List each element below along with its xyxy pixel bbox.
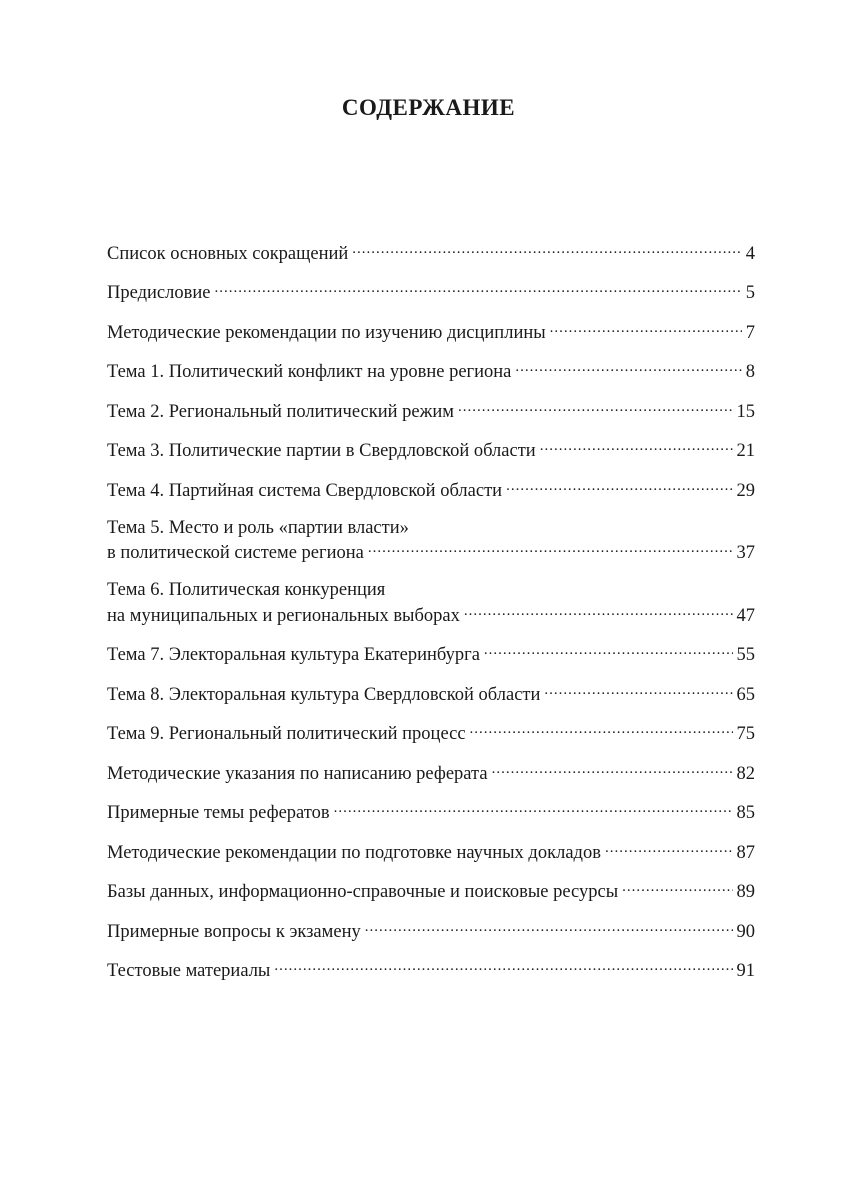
dot-leader (622, 879, 732, 898)
toc-entry-page: 90 (736, 921, 755, 942)
toc-entry-page: 15 (736, 401, 755, 422)
toc-entry-page: 82 (736, 763, 755, 784)
toc-entry-page: 87 (736, 842, 755, 863)
toc-entry-page: 75 (736, 724, 755, 744)
toc-entry-text: Предисловие (107, 283, 211, 303)
toc-entry-text: Примерные темы рефератов (107, 803, 330, 823)
table-of-contents (107, 240, 755, 997)
toc-entry-page: 91 (736, 961, 755, 981)
page-title: СОДЕРЖАНИЕ (341, 95, 516, 120)
toc-entry[interactable] (107, 517, 755, 566)
toc-entry-text: Тестовые материалы (107, 961, 271, 981)
toc-entry-page: 47 (736, 605, 755, 626)
dot-leader (365, 918, 733, 937)
toc-entry[interactable] (107, 958, 755, 984)
dot-leader (484, 642, 733, 661)
toc-entry-text: Базы данных, информационно-справочные и поисковые ресурсы (107, 882, 619, 902)
dot-leader (492, 760, 733, 779)
dot-leader (515, 359, 741, 378)
toc-entry-page: 7 (745, 322, 755, 343)
dot-leader (470, 721, 733, 740)
toc-entry-page: 29 (736, 480, 755, 501)
dot-leader (506, 477, 732, 496)
toc-entry[interactable] (107, 839, 755, 865)
dot-leader (334, 800, 733, 819)
toc-entry-text: Тема 1. Политический конфликт на уровне региона (107, 362, 512, 382)
toc-entry[interactable] (107, 681, 755, 707)
dot-leader (540, 438, 733, 457)
dot-leader (550, 319, 742, 338)
toc-entry[interactable] (107, 398, 755, 424)
toc-entry-page: 8 (745, 362, 755, 382)
toc-entry[interactable] (107, 319, 755, 345)
toc-entry-text: Тема 4. Партийная система Свердловской области (107, 480, 503, 501)
toc-entry-text: Методические рекомендации по подготовке научных докладов (107, 842, 601, 863)
toc-entry[interactable] (107, 438, 755, 464)
toc-entry[interactable] (107, 879, 755, 905)
toc-entry-text-line1: Тема 5. Место и роль «партии власти» (107, 517, 409, 538)
toc-entry-text: Список основных сокращений (107, 243, 349, 264)
toc-entry-page: 21 (736, 441, 755, 461)
toc-entry[interactable] (107, 359, 755, 385)
dot-leader (368, 540, 733, 559)
toc-entry[interactable] (107, 240, 755, 266)
toc-entry-page: 5 (745, 283, 755, 303)
toc-entry-page: 4 (745, 243, 755, 264)
toc-entry-text: Тема 9. Региональный политический процесс (107, 724, 466, 744)
dot-leader (274, 958, 732, 977)
toc-entry-text: в политической системе региона (107, 543, 364, 563)
toc-entry-text: Тема 2. Региональный политический режим (107, 401, 454, 422)
toc-entry[interactable] (107, 477, 755, 503)
toc-entry[interactable] (107, 579, 755, 628)
toc-entry-page: 89 (736, 882, 755, 902)
toc-entry[interactable] (107, 642, 755, 668)
toc-entry-page: 37 (736, 543, 755, 563)
toc-entry-text: Методические рекомендации по изучению дисциплины (107, 322, 546, 343)
toc-entry-text: Примерные вопросы к экзамену (107, 921, 361, 942)
dot-leader (605, 839, 733, 858)
dot-leader (214, 280, 741, 299)
toc-entry-page: 65 (736, 684, 755, 705)
toc-entry-text: Методические указания по написанию реферата (107, 763, 488, 784)
toc-entry-text-line1: Тема 6. Политическая конкуренция (107, 580, 386, 600)
toc-entry[interactable] (107, 800, 755, 826)
toc-entry[interactable] (107, 280, 755, 306)
dot-leader (464, 602, 733, 621)
toc-entry[interactable] (107, 760, 755, 786)
toc-entry-text: Тема 7. Электоральная культура Екатеринбурга (107, 645, 480, 665)
toc-entry-page: 55 (736, 645, 755, 665)
dot-leader (458, 398, 733, 417)
dot-leader (544, 681, 732, 700)
toc-entry[interactable] (107, 721, 755, 747)
toc-entry-page: 85 (736, 803, 755, 823)
toc-entry-text: на муниципальных и региональных выборах (107, 605, 460, 626)
toc-entry-text: Тема 3. Политические партии в Свердловской области (107, 441, 536, 461)
dot-leader (352, 240, 741, 259)
toc-entry[interactable] (107, 918, 755, 944)
toc-entry-text: Тема 8. Электоральная культура Свердловской области (107, 684, 541, 705)
